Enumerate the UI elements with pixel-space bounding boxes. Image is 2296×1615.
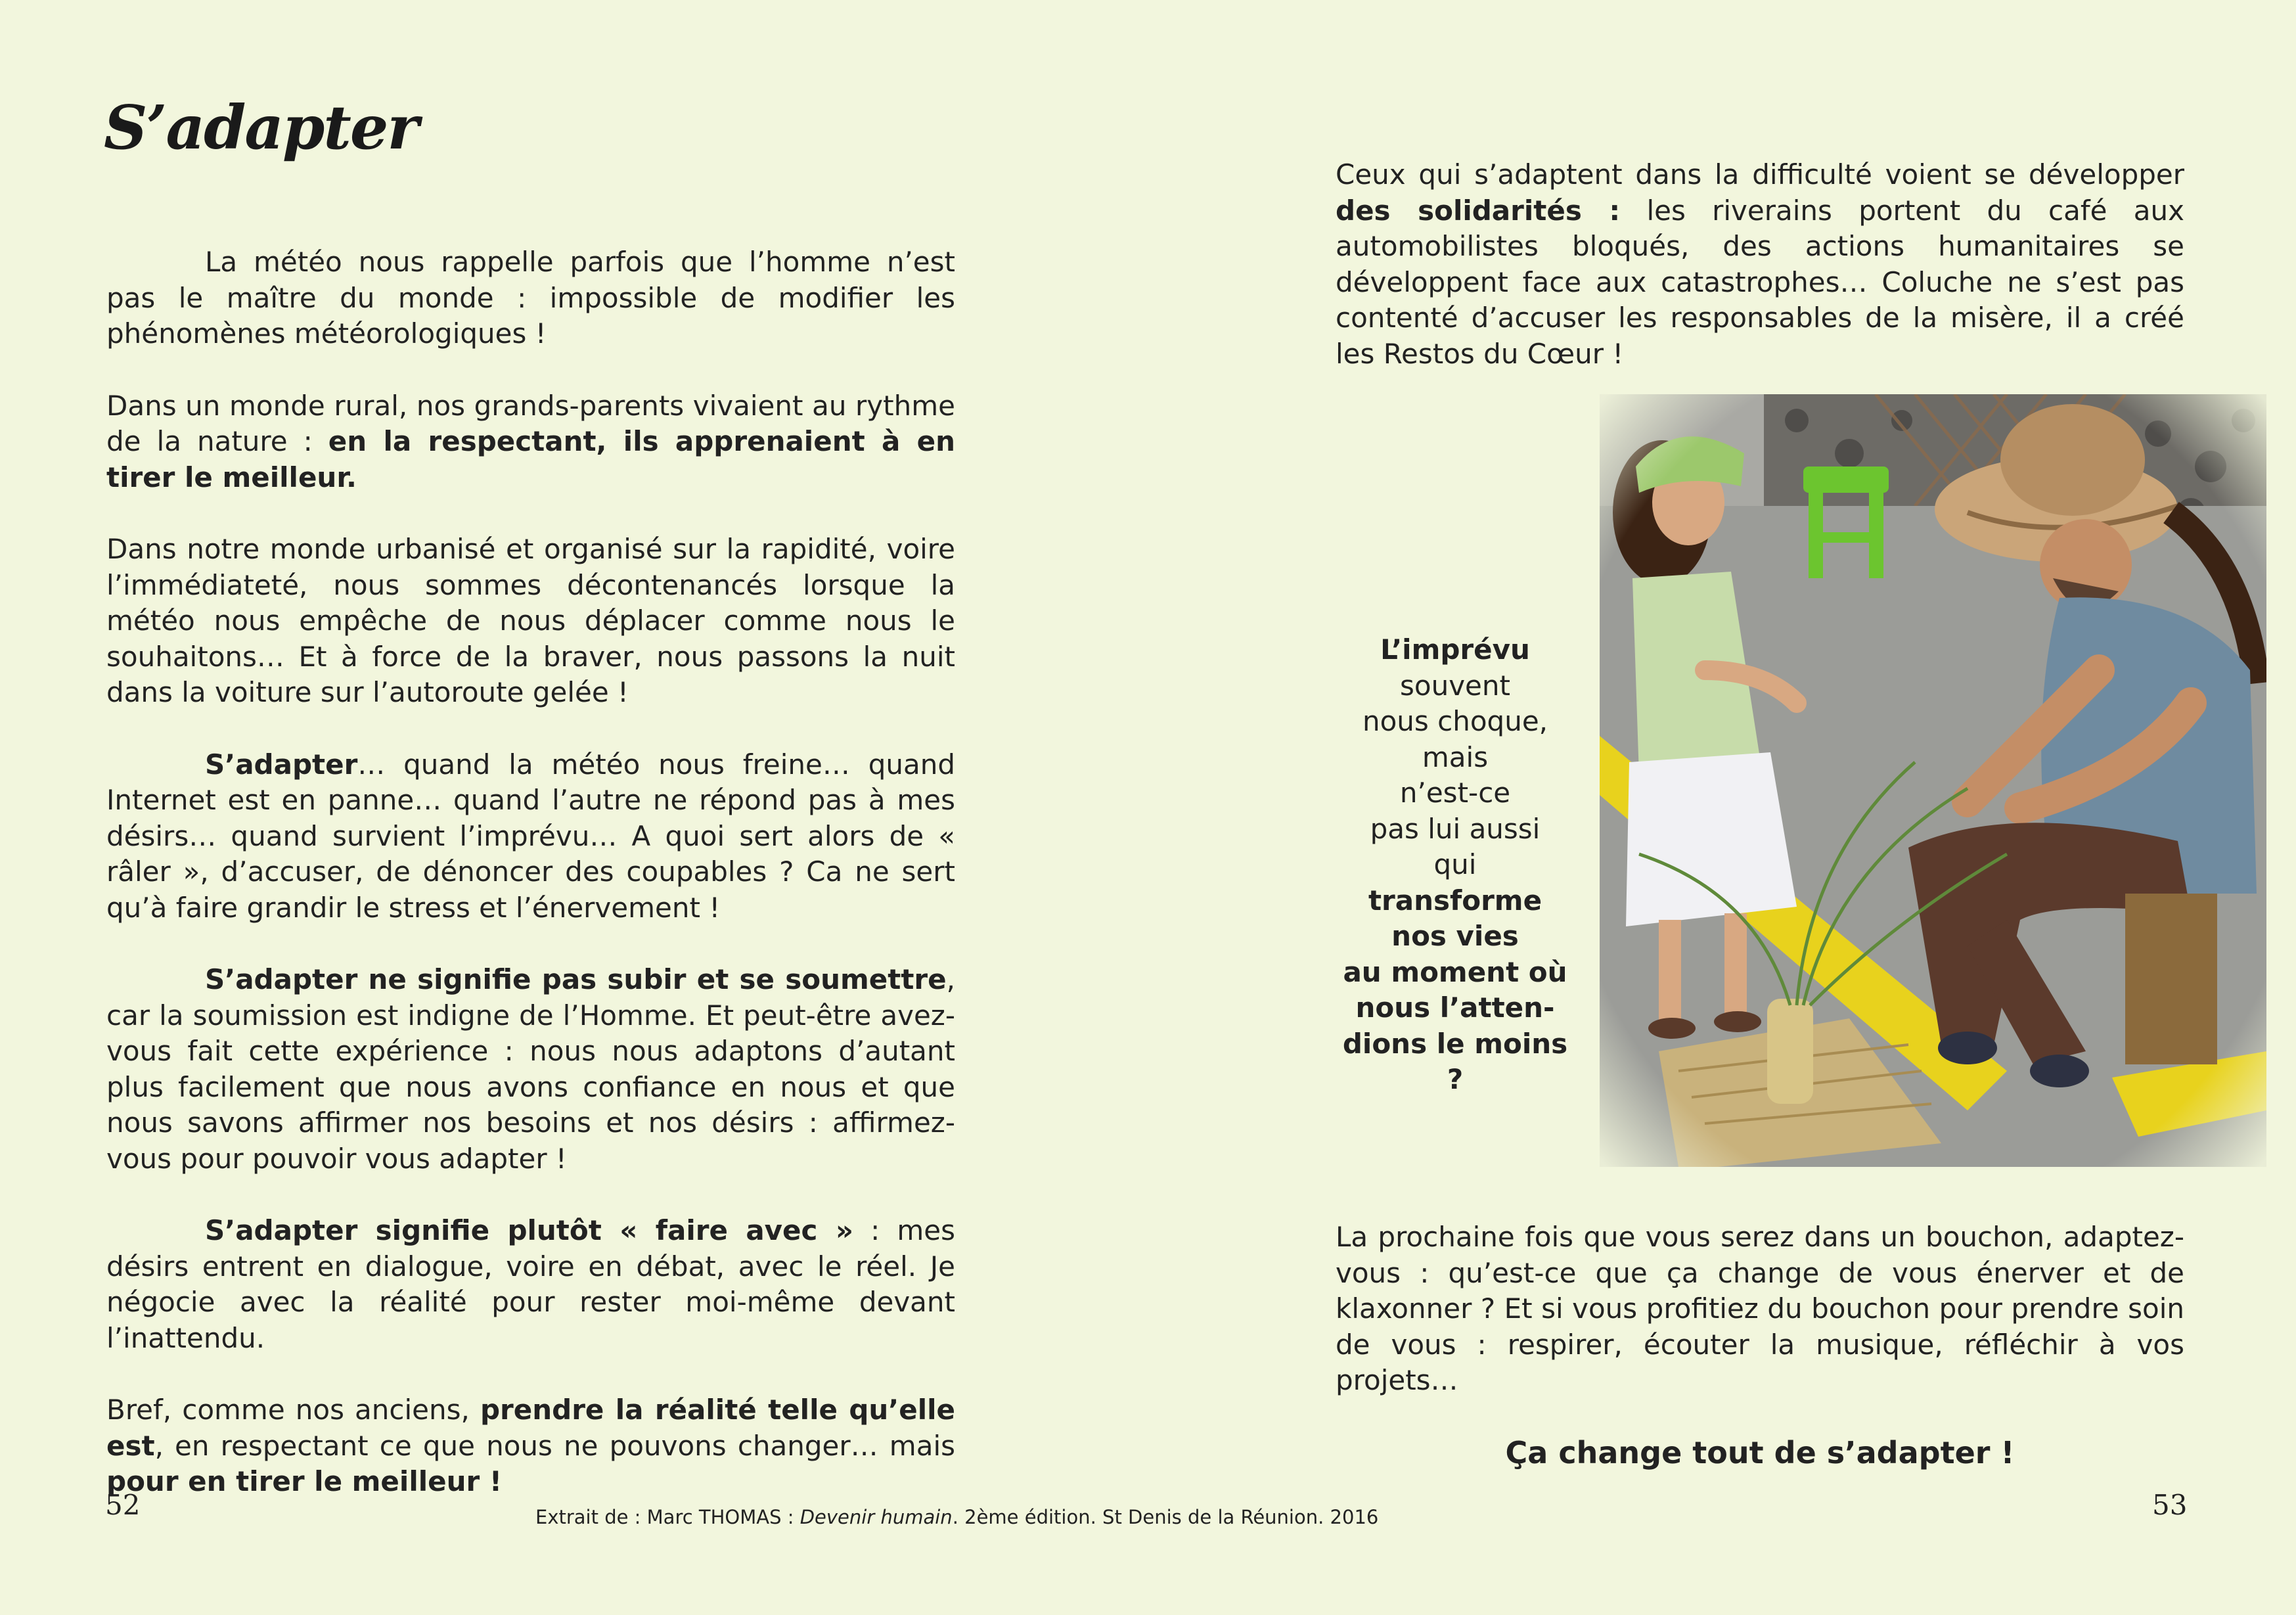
right-page-intro xyxy=(1336,157,2184,408)
paragraph-2: Dans un monde rural, nos grands-parents vivaient au rythme de la nature : en la respectant, ils apprenaient à en tirer le meilleur. xyxy=(106,389,955,493)
paragraph-3: Dans notre monde urbanisé et organisé sur la rapidité, voire l’immédiateté, nous sommes décontenancés lorsque la météo nous empêche de nous déplacer comme nous le souhaitons… Et à force de la braver, nous passons la nuit dans la voiture sur l’autoroute gelée ! xyxy=(106,533,955,708)
paragraph-6: S’adapter signifie plutôt « faire avec » : mes désirs entrent en dialogue, voire en débat, avec le réel. Je négocie avec la réalité pour rester moi-même devant l’inattendu. xyxy=(106,1214,955,1354)
paragraph-traffic-jam: La prochaine fois que vous serez dans un bouchon, adaptez-vous : qu’est-ce que ça change de vous énerver et de klaxonner ? Et si vous profitiez du bouchon pour prendre soin de vous : respirer, écouter la musique, réfléchir à vos projets… xyxy=(1336,1221,2184,1396)
page-title: S’adapter xyxy=(104,92,418,163)
paragraph-5: S’adapter ne signifie pas subir et se soumettre, car la soumission est indigne de l’Homme. Et peut-être avez-vous fait cette expérience : nous nous adaptons d’autant plus facilement que nous avons confiance en nous et que nous savons affirmer nos besoins et nos désirs : affirmez-vous pour pouvoir vous adapter ! xyxy=(106,963,955,1175)
paragraph-7: Bref, comme nos anciens, prendre la réalité telle qu’elle est, en respectant ce que nous ne pouvons changer… mais pour en tirer le meilleur ! xyxy=(106,1394,956,1497)
source-credit: Extrait de : Marc THOMAS : Devenir humain. 2ème édition. St Denis de la Réunion. 2016 xyxy=(535,1506,1379,1528)
pull-quote: L’imprévu souvent nous choque, mais n’est-ce pas lui aussi qui transforme nos vies au moment où nous l’atten- dions le moins ? xyxy=(1342,633,1568,1095)
photo-girl-and-man-weaving xyxy=(1600,394,2266,1167)
photo-illustration xyxy=(1600,394,2266,1167)
closing-line: Ça change tout de s’adapter ! xyxy=(1505,1435,2015,1470)
left-page-text xyxy=(106,244,955,1536)
page-number-left: 52 xyxy=(105,1489,141,1521)
paragraph-solidarity: Ceux qui s’adaptent dans la difficulté voient se développer des solidarités : les riverains portent du café aux automobilistes bloqués, des actions humanitaires se développent face aux catastrophes… Coluche ne s’est pas contenté d’accuser les responsables de la misère, il a créé les Restos du Cœur ! xyxy=(1336,158,2185,370)
paragraph-1: La météo nous rappelle parfois que l’homme n’est pas le maître du monde : impossible de modifier les phénomènes météorologiques ! xyxy=(106,246,955,350)
page-number-right: 53 xyxy=(2152,1489,2188,1521)
paragraph-4: S’adapter… quand la météo nous freine… quand Internet est en panne… quand l’autre ne répond pas à mes désirs… quand survient l’imprévu… A quoi sert alors de « râler », d’accuser, de dénoncer des coupables ? Ca ne sert qu’à faire grandir le stress et l’énervement ! xyxy=(106,748,955,924)
right-page-conclusion xyxy=(1336,1219,2184,1435)
